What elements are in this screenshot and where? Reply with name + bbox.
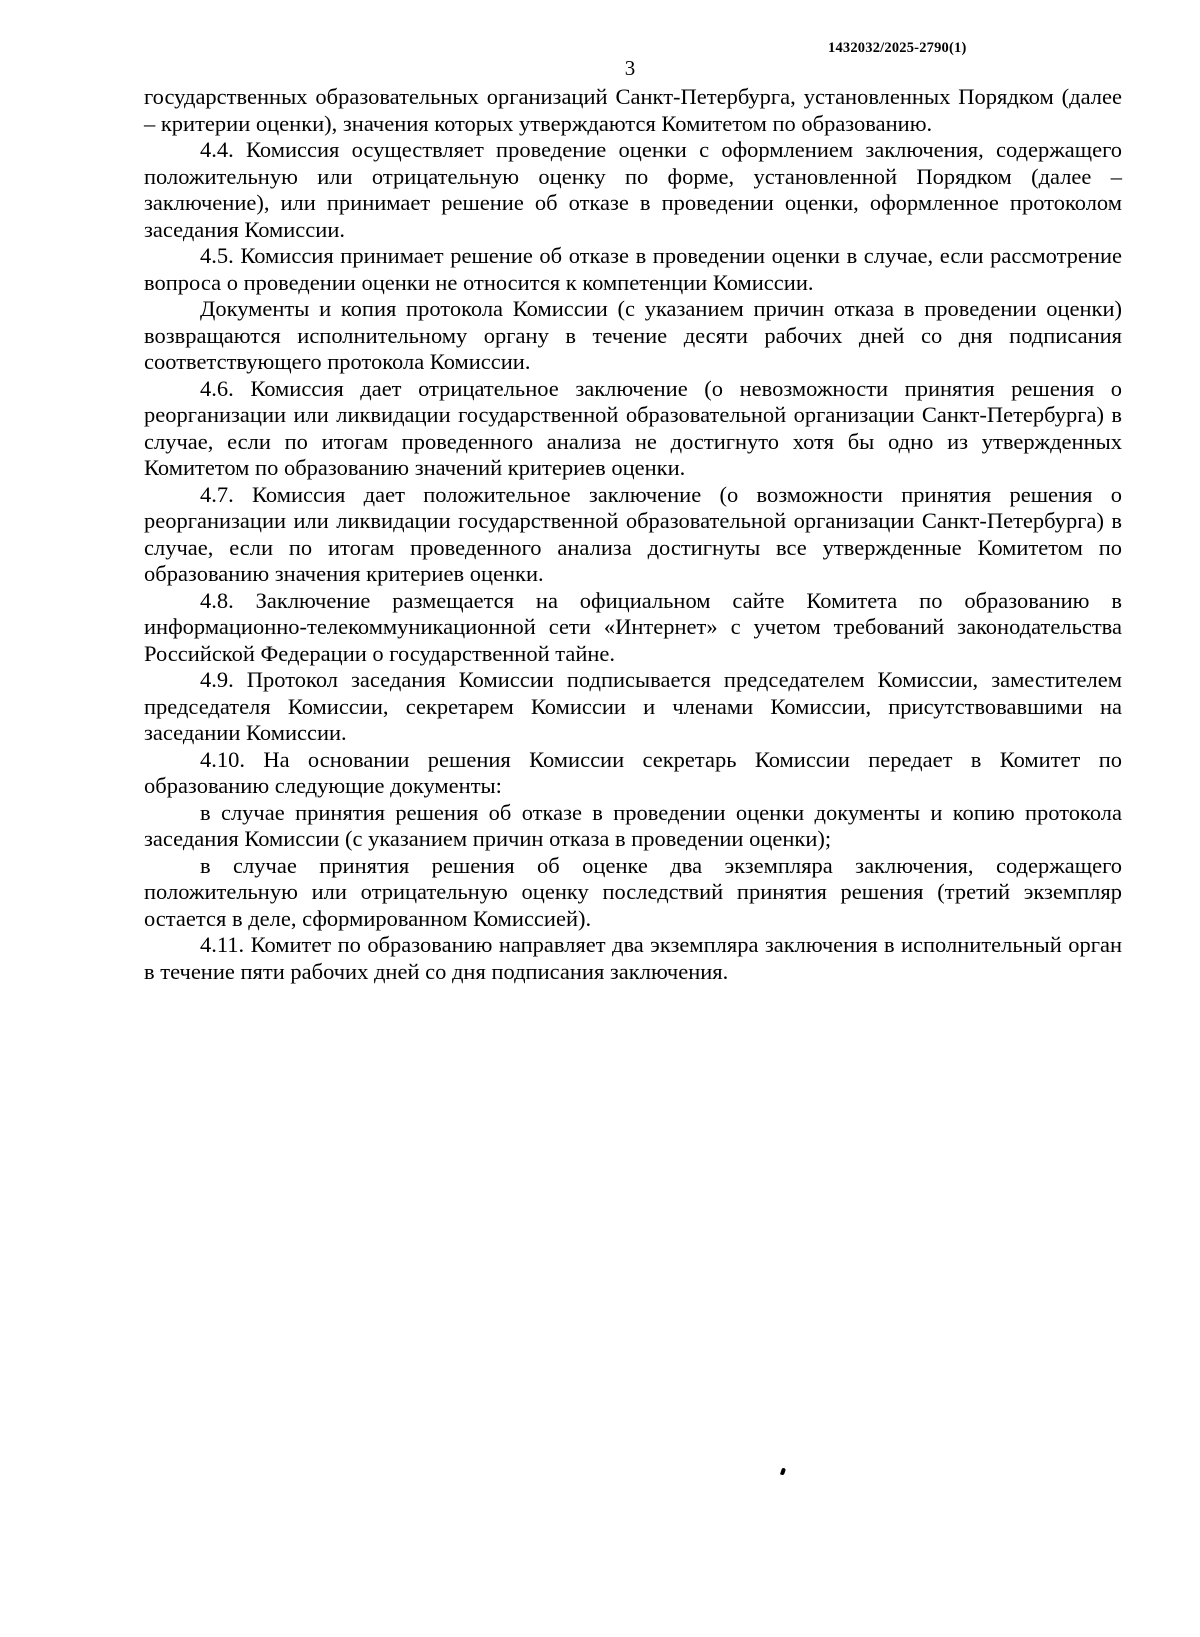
document-body: [144, 84, 1122, 985]
paragraph-4-10-refusal-case: в случае принятия решения об отказе в проведении оценки документы и копию протокола заседания Комиссии (с указанием причин отказа в проведении оценки);: [144, 799, 1122, 851]
scan-ink-mark: [780, 1468, 786, 1476]
paragraph-4-4: 4.4. Комиссия осуществляет проведение оценки с оформлением заключения, содержащего положительную или отрицательную оценку по форме, установленной Порядком (далее – заключение), или принимает решение об отказе в проведении оценки, оформленное протоколом заседания Комиссии.: [144, 137, 1122, 242]
paragraph-4-10: 4.10. На основании решения Комиссии секретарь Комиссии передает в Комитет по образованию следующие документы:: [144, 746, 1122, 798]
paragraph-criteria-continuation: государственных образовательных организаций Санкт-Петербурга, установленных Порядком (далее – критерии оценки), значения которых утверждаются Комитетом по образованию.: [144, 84, 1122, 136]
page-number: 3: [624, 56, 636, 80]
document-registration-number: 1432032/2025-2790(1): [828, 40, 967, 56]
paragraph-4-11: 4.11. Комитет по образованию направляет два экземпляра заключения в исполнительный орган в течение пяти рабочих дней со дня подписания заключения.: [144, 932, 1122, 984]
paragraph-4-8: 4.8. Заключение размещается на официальном сайте Комитета по образованию в информационно-телекоммуникационной сети «Интернет» с учетом требований законодательства Российской Федерации о государственной тайне.: [144, 587, 1122, 666]
paragraph-4-6: 4.6. Комиссия дает отрицательное заключение (о невозможности принятия решения о реорганизации или ликвидации государственной образовательной организации Санкт-Петербурга) в случае, если по итогам проведенного анализа не достигнуто хотя бы одно из утвержденных Комитетом по образованию значений критериев оценки.: [144, 375, 1122, 480]
paragraph-4-10-assessment-case: в случае принятия решения об оценке два экземпляра заключения, содержащего положительную или отрицательную оценку последствий принятия решения (третий экземпляр остается в деле, сформированном Комиссией).: [144, 852, 1122, 931]
paragraph-4-9: 4.9. Протокол заседания Комиссии подписывается председателем Комиссии, заместителем председателя Комиссии, секретарем Комиссии и членами Комиссии, присутствовавшими на заседании Комиссии.: [144, 667, 1122, 745]
paragraph-4-5-documents: Документы и копия протокола Комиссии (с указанием причин отказа в проведении оценки) возвращаются исполнительному органу в течение десяти рабочих дней со дня подписания соответствующего протокола Комиссии.: [144, 296, 1122, 374]
paragraph-4-5: 4.5. Комиссия принимает решение об отказе в проведении оценки в случае, если рассмотрение вопроса о проведении оценки не относится к компетенции Комиссии.: [144, 243, 1122, 295]
paragraph-4-7: 4.7. Комиссия дает положительное заключение (о возможности принятия решения о реорганизации или ликвидации государственной образовательной организации Санкт-Петербурга) в случае, если по итогам проведенного анализа достигнуты все утвержденные Комитетом по образованию значения критериев оценки.: [144, 481, 1122, 586]
